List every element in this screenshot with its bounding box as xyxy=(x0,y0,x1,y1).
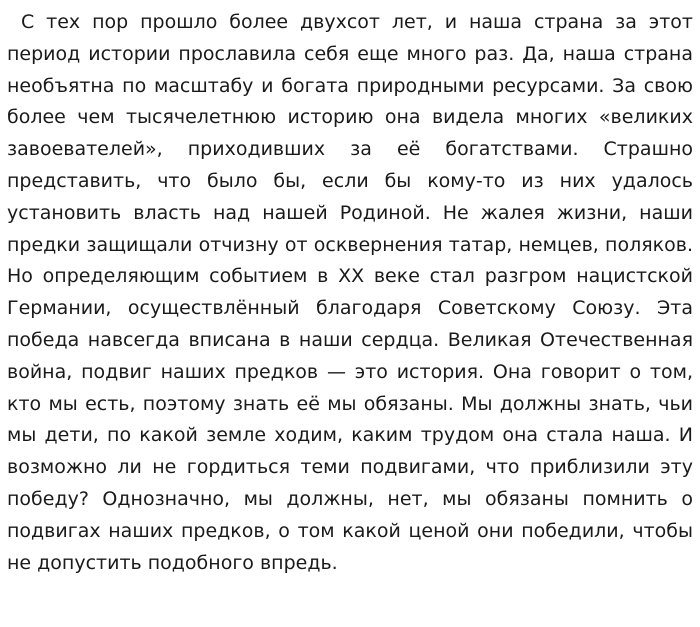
essay-paragraph: С тех пор прошло более двухсот лет, и наша страна за этот период истории прославила себя еще много раз. Да, наша страна необъятна по масштабу и богата природными ресурсами. За свою более чем тысячелетнюю историю она видела многих «великих завоевателей», приходивших за её богатствами. Страшно представить, что было бы, если бы кому-то из них удалось установить власть над нашей Родиной. Не жалея жизни, наши предки защищали отчизну от осквернения татар, немцев, поляков. Но определяющим событием в XX веке стал разгром нацистской Германии, осуществлённый благодаря Советскому Союзу. Эта победа навсегда вписана в наши сердца. Великая Отечественная война, подвиг наших предков — это история. Она говорит о том, кто мы есть, поэтому знать её мы обязаны. Мы должны знать, чьи мы дети, по какой земле ходим, каким трудом она стала наша. И возможно ли не гордиться теми подвигами, что приблизили эту победу? Однозначно, мы должны, нет, мы обязаны помнить о подвигах наших предков, о том какой ценой они победили, чтобы не допустить подобного впредь. xyxy=(7,11,693,574)
document-page xyxy=(7,7,693,579)
